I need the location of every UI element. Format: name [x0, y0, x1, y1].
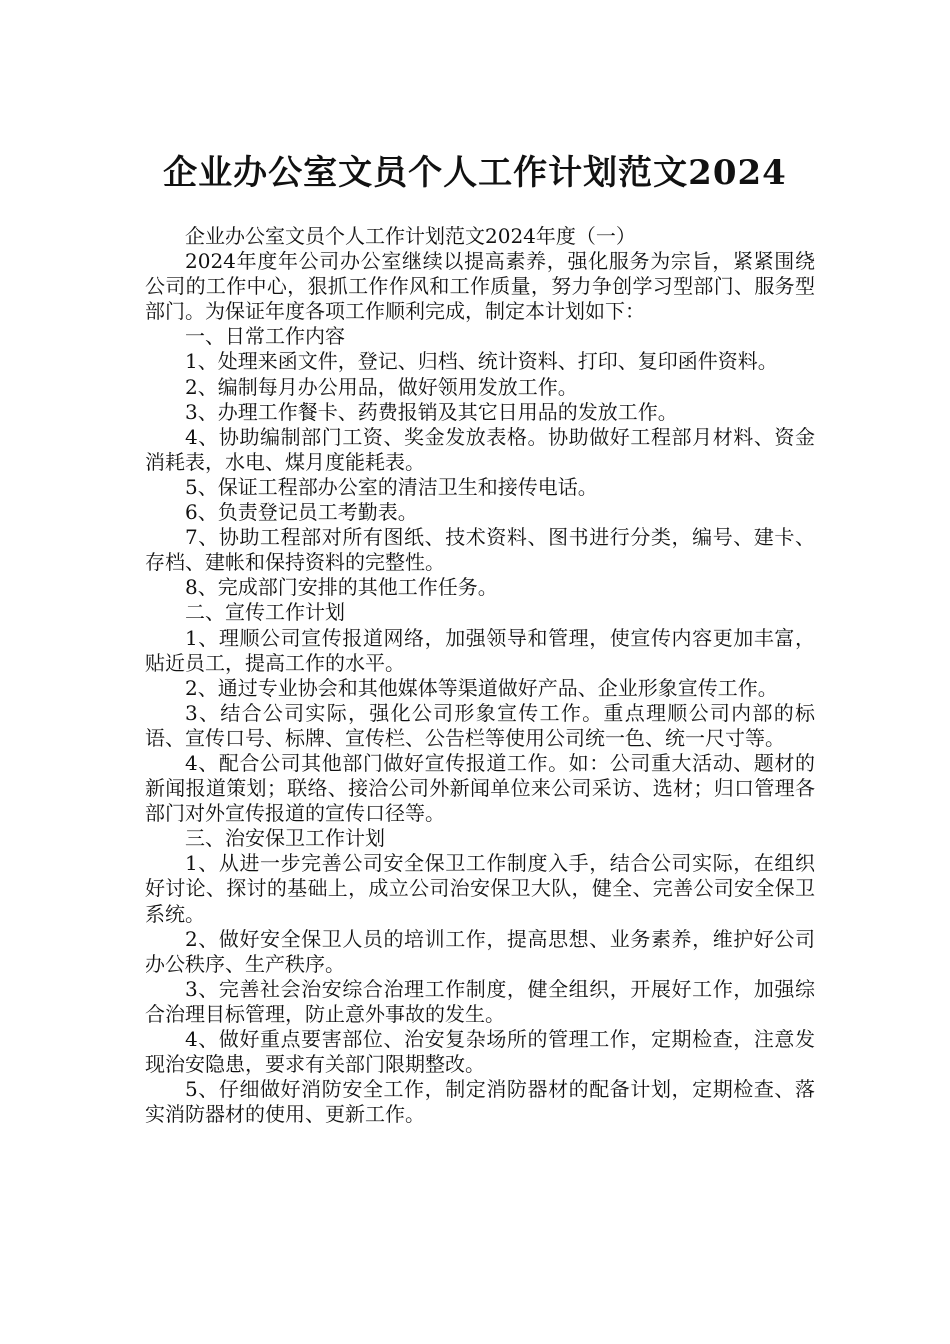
list-item: 2、通过专业协会和其他媒体等渠道做好产品、企业形象宣传工作。 — [185, 675, 778, 700]
list-item: 1、处理来函文件，登记、归档、统计资料、打印、复印函件资料。 — [185, 349, 778, 374]
document-body — [145, 224, 815, 1127]
list-item: 1、从进一步完善公司安全保卫工作制度入手，结合公司实际，在组织好讨论、探讨的基础上，成立公司治安保卫大队，健全、完善公司安全保卫系统。 — [145, 851, 815, 926]
list-item: 4、配合公司其他部门做好宣传报道工作。如：公司重大活动、题材的新闻报道策划；联络、接洽公司外新闻单位来公司采访、选材；归口管理各部门对外宣传报道的宣传口径等。 — [145, 750, 815, 826]
list-item: 2、做好安全保卫人员的培训工作，提高思想、业务素养，维护好公司办公秩序、生产秩序。 — [145, 926, 815, 976]
list-item: 1、理顺公司宣传报道网络，加强领导和管理，使宣传内容更加丰富，贴近员工，提高工作的水平。 — [145, 625, 815, 675]
list-item: 4、做好重点要害部位、治安复杂场所的管理工作，定期检查，注意发现治安隐患，要求有关部门限期整改。 — [145, 1027, 815, 1077]
paragraph-intro: 2024年度年公司办公室继续以提高素养，强化服务为宗旨，紧紧围绕公司的工作中心，狠抓工作作风和工作质量，努力争创学习型部门、服务型部门。为保证年度各项工作顺利完成，制定本计划如下： — [145, 249, 815, 324]
list-item: 3、结合公司实际，强化公司形象宣传工作。重点理顺公司内部的标语、宣传口号、标牌、宣传栏、公告栏等使用公司统一色、统一尺寸等。 — [145, 700, 815, 750]
section-heading-security: 三、治安保卫工作计划 — [185, 826, 385, 851]
list-item: 7、协助工程部对所有图纸、技术资料、图书进行分类，编号、建卡、存档、建帐和保持资料的完整性。 — [145, 525, 815, 575]
list-item: 3、完善社会治安综合治理工作制度，健全组织，开展好工作，加强综合治理目标管理，防止意外事故的发生。 — [145, 976, 815, 1026]
list-item: 3、办理工作餐卡、药费报销及其它日用品的发放工作。 — [185, 399, 678, 424]
document-title: 企业办公室文员个人工作计划范文2024 — [163, 152, 787, 193]
section-heading-publicity: 二、宣传工作计划 — [185, 600, 345, 625]
list-item: 4、协助编制部门工资、奖金发放表格。协助做好工程部月材料、资金消耗表，水电、煤月度能耗表。 — [145, 424, 815, 474]
list-item: 5、保证工程部办公室的清洁卫生和接传电话。 — [185, 474, 598, 499]
list-item: 8、完成部门安排的其他工作任务。 — [185, 575, 498, 600]
list-item: 6、负责登记员工考勤表。 — [185, 500, 418, 525]
list-item: 5、仔细做好消防安全工作，制定消防器材的配备计划，定期检查、落实消防器材的使用、更新工作。 — [145, 1077, 815, 1127]
section-heading-daily-work: 一、日常工作内容 — [185, 324, 345, 349]
list-item: 2、编制每月办公用品，做好领用发放工作。 — [185, 374, 578, 399]
paragraph-subtitle: 企业办公室文员个人工作计划范文2024年度（一） — [185, 224, 636, 248]
